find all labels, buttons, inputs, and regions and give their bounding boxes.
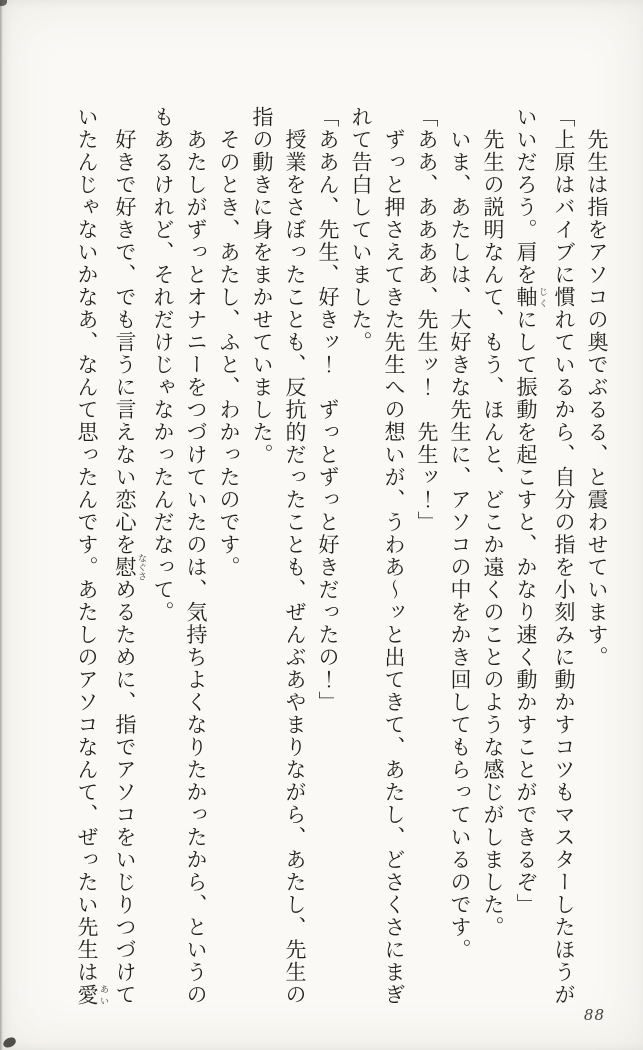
page-number: 88 — [583, 1006, 605, 1024]
text-line: れて告白していました。 — [349, 106, 373, 354]
text-line: 「ああ、ああああ、先生ッ！ 先生ッ！」 — [415, 106, 439, 534]
text-line: もあるけれど、それだけじゃなかったんだなって。 — [151, 106, 175, 624]
text-line: いいだろう。肩を軸 じくにして振動を起こすと、かなり速く動かすことができるぞ」 — [514, 106, 547, 916]
text-line: 「ああん、先生、好きッ！ ずっとずっと好きだったの！」 — [316, 106, 340, 714]
text-line: 授業をさぼったことも、反抗的だったことも、ぜんぶあやまりながら、あたし、先生の — [283, 106, 307, 1006]
text-line: あたしがずっとオナニーをつづけていたのは、気持ちよくなりたかったから、というの — [184, 106, 208, 1006]
text-line: いま、あたしは、大好きな先生に、アソコの中をかき回してもらっているのです。 — [448, 106, 472, 961]
text-line: ずっと押さえてきた先生への想いが、うわあ〜ッと出てきて、あたし、どさくさにまぎ — [382, 106, 406, 1006]
text-line: 指の動きに身をまかせていました。 — [250, 106, 274, 466]
text-line: 先生の説明なんて、もう、ほんと、どこか遠くのことのような感じがしました。 — [481, 106, 505, 939]
text-line: 好きで好きで、でも言うに言えない恋心を慰 なぐさめるために、指でアソコをいじりつづけて — [113, 106, 146, 1006]
text-line: 先生は指をアソコの奥でぶるる、と震わせています。 — [585, 106, 609, 669]
scan-artifact-top-left — [0, 0, 7, 6]
text-block — [70, 106, 613, 1006]
text-line: そのとき、あたし、ふと、わかったのです。 — [217, 106, 241, 579]
scan-edge-shadow — [0, 0, 3, 1050]
text-line: 「上原はバイブに慣れているから、自分の指を小刻みに動かすコツもマスターしたほうが — [552, 106, 576, 1006]
text-line: いたんじゃないかなあ、なんて思ったんです。あたしのアソコなんて、ぜったい先生は愛 あい — [75, 106, 108, 1006]
scan-artifact-bottom-left — [2, 1036, 17, 1049]
